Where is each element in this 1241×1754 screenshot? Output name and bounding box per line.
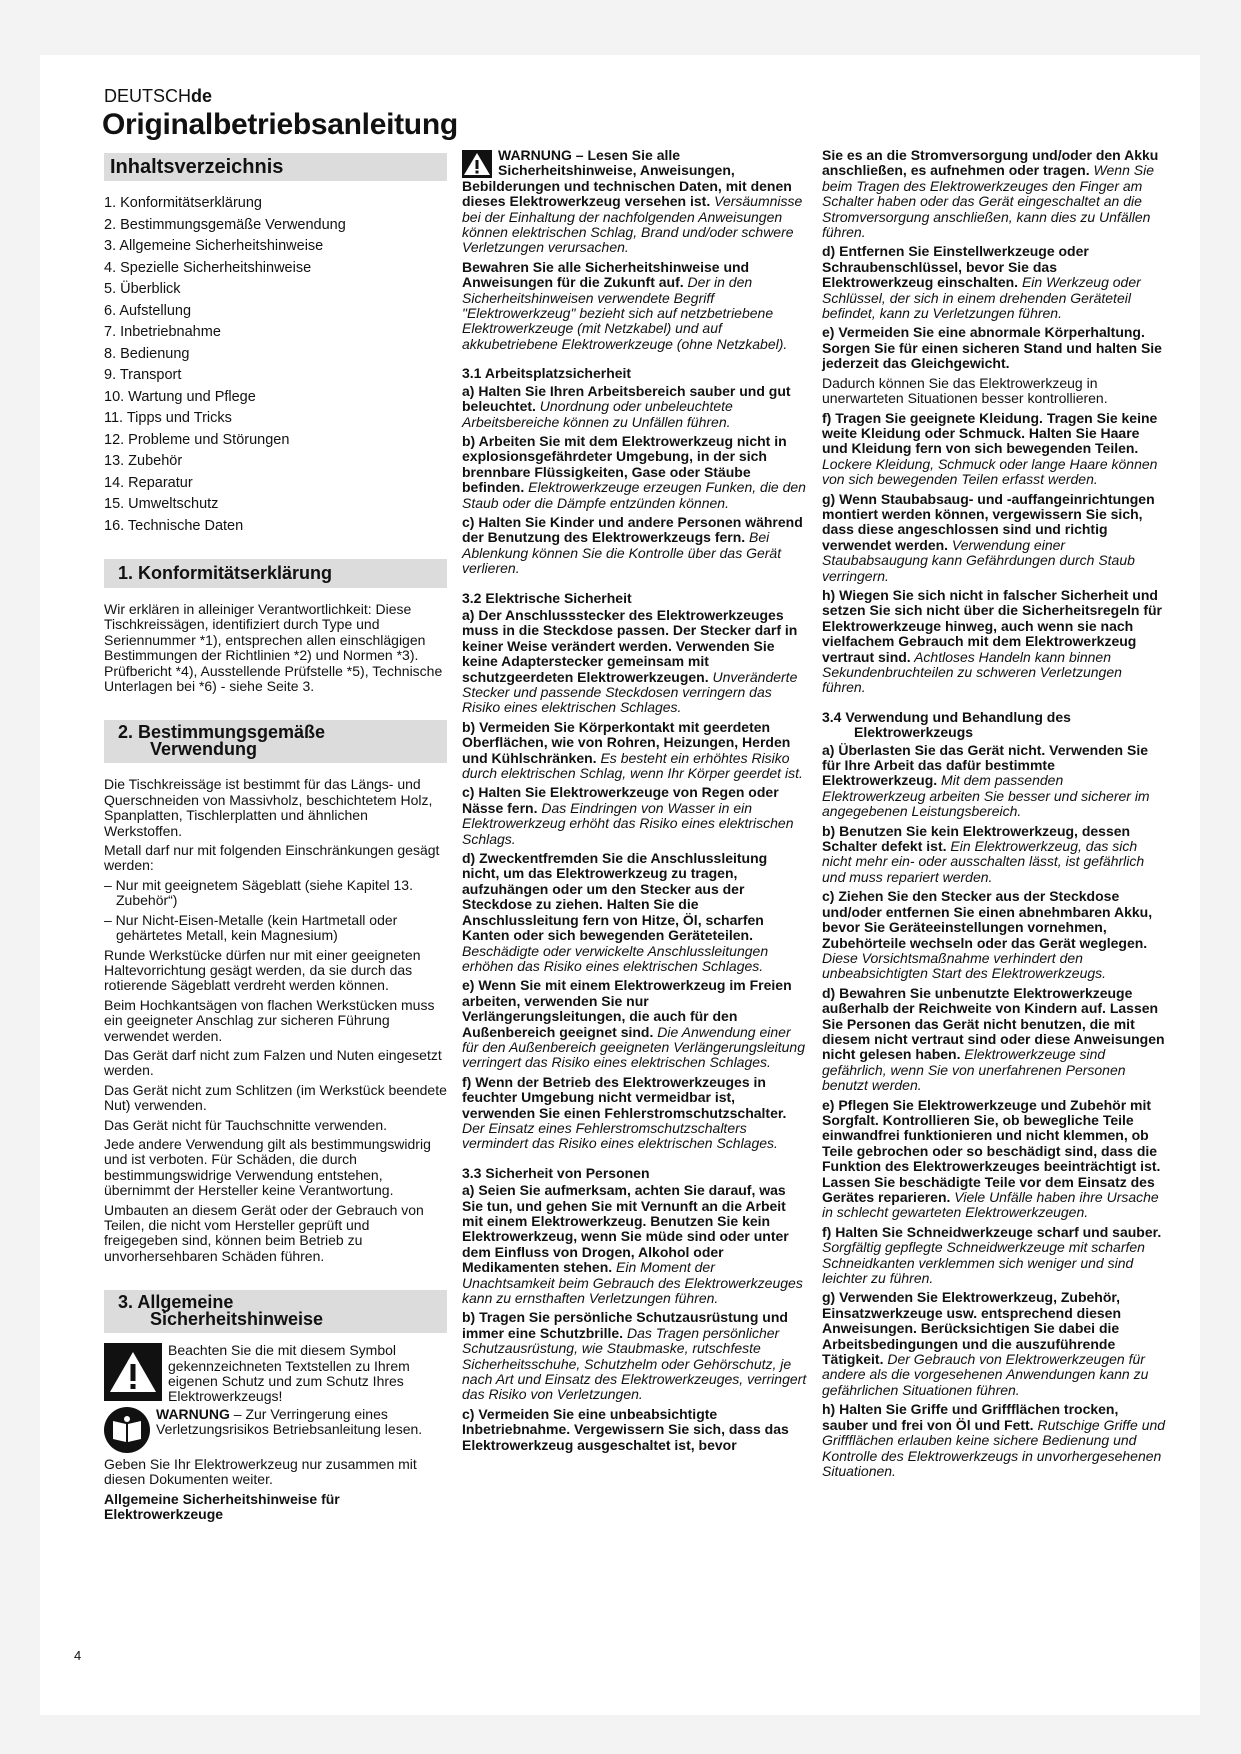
s2-para: Umbauten an diesem Gerät oder der Gebrauch von Teilen, die nicht vom Hersteller geprüft und freigegeben sind, können beim Betrieb zu unvorhersehbaren Schäden führen. — [104, 1201, 424, 1264]
column-2 — [462, 148, 807, 1457]
s2-para: Das Gerät nicht für Tauchschnitte verwenden. — [104, 1116, 388, 1133]
item-bold: f) Tragen Sie geeignete Kleidung. Tragen Sie keine weite Kleidung oder Schmuck. Halten Sie Haare und Kleidung fern von sich bewegenden Teilen. — [822, 409, 1158, 457]
item-bold: c) Halten Sie Kinder und andere Personen während der Benutzung des Elektrowerkzeugs fern. — [462, 513, 803, 546]
s2-para: Metall darf nur mit folgenden Einschränkungen gesägt werden: — [104, 842, 440, 874]
section-3-title-line-2: Sicherheitshinweise — [150, 1309, 324, 1330]
item-italic: Es besteht ein erhöhtes Risiko durch elektrischen Schlag, wenn Ihr Körper geerdet ist. — [462, 749, 803, 782]
item-bold: h) Wiegen Sie sich nicht in falscher Sicherheit und setzen Sie sich nicht über die Sicherheitsregeln für Elektrowerkzeuge hinweg, auch wenn sie nach vielfachem Gebrauch mit dem Elektrowerkzeug vertraut sind. — [822, 586, 1162, 665]
item-3-3-d — [822, 244, 1167, 321]
item-3-4-c — [822, 889, 1167, 981]
item-3-2-f — [462, 1075, 807, 1152]
item-3-2-d — [462, 851, 807, 974]
subheading-3-4-line-2: Elektrowerkzeugs — [854, 724, 974, 741]
toc-item: 4. Spezielle Sicherheitshinweise — [104, 259, 312, 276]
item-bold: f) Wenn der Betrieb des Elektrowerkzeuges in feuchter Umgebung nicht vermeidbar ist, verwenden Sie einen Fehlerstromschutzschalter. — [462, 1073, 787, 1121]
toc-item: 8. Bedienung — [104, 345, 190, 362]
section-2-heading — [104, 720, 447, 763]
warning-small-icon — [462, 150, 492, 178]
item-bold: b) Arbeiten Sie mit dem Elektrowerkzeug nicht in explosionsgefährdeter Umgebung, in der sich brennbare Flüssigkeiten, Gase oder Stäube befinden. — [462, 432, 787, 496]
read-manual-icon — [104, 1407, 150, 1453]
item-italic: Lockere Kleidung, Schmuck oder lange Haare können von sich bewegenden Teilen erfasst werden. — [822, 455, 1158, 488]
item-italic: Mit dem passenden Elektrowerkzeug arbeiten Sie besser und sicherer im angegebenen Leistungsbereich. — [822, 772, 1150, 820]
section-3-title-line-1: 3. Allgemeine — [118, 1292, 234, 1313]
item-3-4-a — [822, 743, 1167, 820]
item-bold: a) Halten Sie Ihren Arbeitsbereich sauber und gut beleuchtet. — [462, 382, 791, 415]
item-3-3-c-cont — [822, 148, 1167, 240]
item-bold: d) Bewahren Sie unbenutzte Elektrowerkzeuge außerhalb der Reichweite von Kindern auf. Lassen Sie Personen das Gerät nicht benutzen, die mit diesem nicht vertraut sind oder diese Anweisungen nicht gelesen haben. — [822, 984, 1165, 1063]
item-italic: Ein Werkzeug oder Schlüssel, der sich in einem drehenden Geräteteil befindet, kann zu Verletzungen führen. — [822, 274, 1141, 322]
item-italic: Das Tragen persönlicher Schutzausrüstung, wie Staubmaske, rutschfeste Sicherheitsschuhe, Schutzhelm oder Gehörschutz, je nach Art und Einsatz des Elektrowerkzeuges, verringert das Risiko von Verletzungen. — [462, 1324, 807, 1403]
s2-para: Die Tischkreissäge ist bestimmt für das Längs- und Querschneiden von Massivholz, beschichtetem Holz, Spanplatten, Tischlerplatten und ähnlichen Werkstoffen. — [104, 776, 433, 839]
item-bold: c) Halten Sie Elektrowerkzeuge von Regen oder Nässe fern. — [462, 784, 779, 816]
toc-item: 15. Umweltschutz — [104, 496, 219, 512]
item-3-1-b — [462, 434, 807, 511]
page-number: 4 — [74, 1648, 82, 1663]
toc-item: 10. Wartung und Pflege — [104, 388, 256, 405]
item-3-2-c — [462, 785, 807, 847]
column-3 — [822, 148, 1167, 1483]
item-bold: g) Verwenden Sie Elektrowerkzeug, Zubehör, Einsatzwerkzeuge usw. entsprechend diesen Anweisungen. Berücksichtigen Sie dabei die Arbeitsbedingungen und die auszuführende Tätigkeit. — [822, 1289, 1122, 1368]
s2-dash-item: – Nur mit geeignetem Sägeblatt (siehe Kapitel 13. Zubehör“) — [104, 876, 413, 909]
item-3-2-a — [462, 608, 807, 716]
item-bold: b) Vermeiden Sie Körperkontakt mit geerdeten Oberflächen, wie von Rohren, Heizungen, Herden und Kühlschränken. — [462, 718, 791, 766]
item-bold: g) Wenn Staubabsaug- und -auffangeinrichtungen montiert werden können, vergewissern Sie sich, dass diese angeschlossen sind und richtig verwendet werden. — [822, 490, 1155, 553]
s2-para: Jede andere Verwendung gilt als bestimmungswidrig und ist verboten. Für Schäden, die durch bestimmungswidrige Verwendung entstehen, übernimmt der Hersteller keine Verantwortung. — [104, 1135, 431, 1199]
item-italic: Wenn Sie beim Tragen des Elektrowerkzeuges den Finger am Schalter haben oder das Gerät eingeschaltet an die Stromversorgung anschließen, kann dies zu Unfällen führen. — [822, 162, 1154, 241]
column-1 — [104, 153, 447, 1526]
item-3-3-c — [462, 1407, 807, 1453]
s3-para: Geben Sie Ihr Elektrowerkzeug nur zusammen mit diesen Dokumenten weiter. — [104, 1455, 417, 1488]
item-italic: Ein Moment der Unachtsamkeit beim Gebrauch des Elektrowerkzeuges kann zu ernsthaften Verletzungen führen. — [462, 1259, 803, 1307]
s2-para: Das Gerät darf nicht zum Falzen und Nuten eingesetzt werden. — [104, 1046, 442, 1079]
item-bold: d) Entfernen Sie Einstellwerkzeuge oder Schraubenschlüssel, bevor Sie das Elektrowerkzeug einschalten. — [822, 243, 1089, 291]
item-3-4-d — [822, 986, 1167, 1094]
warning-triangle-icon — [104, 1343, 162, 1401]
toc-item: 7. Inbetriebnahme — [104, 324, 221, 340]
toc-item: 12. Probleme und Störungen — [104, 431, 290, 448]
language-label — [104, 86, 212, 107]
item-italic: Der Einsatz eines Fehlerstromschutzschalters vermindert das Risiko eines elektrischen Schlages. — [462, 1119, 778, 1152]
general-warning — [462, 148, 807, 256]
item-bold: a) Der Anschlussstecker des Elektrowerkzeuges muss in die Steckdose passen. Der Stecker darf in keiner Weise verändert werden. Verwenden Sie keine Adapterstecker gemeinsam mit schutzgeerdeten Elektrowerkzeugen. — [462, 606, 798, 685]
section-1-text: Wir erklären in alleiniger Verantwortlichkeit: Diese Tischkreissägen, identifiziert durch Type und Seriennummer *1), entsprechen allen einschlägigen Bestimmungen der Richtlinien *2) und Normen *3). Prüfbericht *4), Ausstellende Prüfstelle *5), Technische Unterlagen bei *6) - siehe Seite 3. — [104, 601, 443, 695]
item-bold: c) Ziehen Sie den Stecker aus der Steckdose und/oder entfernen Sie einen abnehmbaren Akku, bevor Sie Geräteeinstellungen vornehmen, Zubehörteile wechseln oder das Gerät weglegen. — [822, 888, 1153, 951]
item-italic: Ein Elektrowerkzeug, das sich nicht mehr ein- oder ausschalten lässt, ist gefährlich und muss repariert werden. — [822, 838, 1145, 885]
s3-subheading: Allgemeine Sicherheitshinweise für Elektrowerkzeuge — [104, 1490, 340, 1523]
item-3-4-g — [822, 1290, 1167, 1398]
read-manual-text — [156, 1407, 447, 1453]
item-bold: b) Benutzen Sie kein Elektrowerkzeug, dessen Schalter defekt ist. — [822, 822, 1131, 855]
item-3-3-g — [822, 492, 1167, 584]
item-3-1-a — [462, 384, 807, 430]
item-3-3-b — [462, 1310, 807, 1402]
item-bold: h) Halten Sie Griffe und Griffflächen trocken, sauber und frei von Öl und Fett. — [822, 1401, 1119, 1433]
item-3-1-c — [462, 515, 807, 577]
item-3-3-e-note: Dadurch können Sie das Elektrowerkzeug in unerwarteten Situationen besser kontrollieren. — [822, 374, 1108, 407]
subheading-3-1: 3.1 Arbeitsplatzsicherheit — [462, 365, 632, 382]
warning-label: WARNUNG — [156, 1405, 230, 1422]
item-italic: Diese Vorsichtsmaßnahme verhindert den unbeabsichtigten Start des Elektrowerkzeugs. — [822, 949, 1107, 982]
item-italic: Das Eindringen von Wasser in ein Elektrowerkzeug erhöht das Risiko eines elektrischen Schlags. — [462, 799, 794, 847]
warning-text: – Zur Verringerung eines Verletzungsrisikos Betriebsanleitung lesen. — [156, 1405, 423, 1438]
subheading-3-2: 3.2 Elektrische Sicherheit — [462, 589, 632, 606]
item-italic: Der in den Sicherheitshinweisen verwendete Begriff "Elektrowerkzeug" bezieht sich auf netzbetriebene Elektrowerkzeuge (mit Netzkabel) und auf akkubetriebene Elektrowerkzeuge (ohne Netzkabel). — [462, 274, 788, 352]
item-italic: Bei Ablenkung können Sie die Kontrolle über das Gerät verlieren. — [462, 529, 782, 577]
subheading-3-3: 3.3 Sicherheit von Personen — [462, 1164, 650, 1181]
item-3-3-e — [822, 325, 1167, 371]
toc-item: 6. Aufstellung — [104, 302, 192, 319]
item-3-4-f — [822, 1225, 1167, 1287]
item-3-3-f — [822, 411, 1167, 488]
item-italic: Sorgfältig gepflegte Schneidwerkzeuge mit scharfen Schneidkanten verklemmen sich weniger und sind leichter zu führen. — [822, 1239, 1145, 1287]
item-italic: Elektrowerkzeuge erzeugen Funken, die den Staub oder die Dämpfe entzünden können. — [462, 479, 806, 511]
item-bold: e) Vermeiden Sie eine abnormale Körperhaltung. Sorgen Sie für einen sicheren Stand und halten Sie jederzeit das Gleichgewicht. — [822, 324, 1162, 372]
item-bold: Sie es an die Stromversorgung und/oder den Akku anschließen, es aufnehmen oder tragen. — [822, 147, 1159, 179]
item-italic: Die Anwendung einer für den Außenbereich geeigneten Verlängerungsleitung verringert das Risiko eines elektrischen Schlages. — [462, 1023, 805, 1071]
item-italic: Verwendung einer Staubabsaugung kann Gefährdungen durch Staub verringern. — [822, 536, 1135, 584]
toc-item: 1. Konformitätserklärung — [104, 195, 262, 211]
item-bold: a) Seien Sie aufmerksam, achten Sie darauf, was Sie tun, und gehen Sie mit Vernunft an die Arbeit mit einem Elektrowerkzeug. Benutzen Sie kein Elektrowerkzeug, wenn Sie müde sind oder unter dem Einfluss von Drogen, Alkohol oder Medikamenten stehen. — [462, 1182, 789, 1276]
item-bold: e) Wenn Sie mit einem Elektrowerkzeug im Freien arbeiten, verwenden Sie nur Verlängerungsleitungen, die auch für den Außenbereich geeignet sind. — [462, 977, 792, 1040]
item-3-3-a — [462, 1183, 807, 1306]
warning-italic: Versäumnisse bei der Einhaltung der nachfolgenden Anweisungen können elektrischen Schlag, Brand und/oder schwere Verletzungen verursachen. — [462, 193, 803, 256]
item-italic: Elektrowerkzeuge sind gefährlich, wenn Sie von unerfahrenen Personen benutzt werden. — [822, 1046, 1126, 1094]
item-italic: Viele Unfälle haben ihre Ursache in schlecht gewarteten Elektrowerkzeugen. — [822, 1189, 1159, 1221]
section-3-heading — [104, 1290, 447, 1333]
item-bold: e) Pflegen Sie Elektrowerkzeuge und Zubehör mit Sorgfalt. Kontrollieren Sie, ob bewegliche Teile einwandfrei funktionieren und nicht klemmen, ob Teile gebrochen oder so beschädigt sind, dass die Funktion des Elektrowerkzeuges beeinträchtigt ist. Lassen Sie beschädigte Teile vor dem Einsatz des Gerätes reparieren. — [822, 1096, 1161, 1205]
item-italic: Beschädigte oder verwickelte Anschlussleitungen erhöhen das Risiko eines elektrischen Schlages. — [462, 942, 769, 974]
toc-list — [104, 193, 447, 537]
language-code: de — [191, 86, 213, 106]
s2-para: Beim Hochkantsägen von flachen Werkstücken muss ein geeigneter Anschlag zur sicheren Führung verwendet werden. — [104, 996, 435, 1044]
toc-item: 5. Überblick — [104, 281, 181, 297]
item-bold: a) Überlasten Sie das Gerät nicht. Verwenden Sie für Ihre Arbeit das dafür bestimmte Elektrowerkzeug. — [822, 741, 1149, 789]
read-manual-row — [104, 1407, 447, 1453]
toc-item: 13. Zubehör — [104, 453, 183, 469]
warning-bold: WARNUNG – Lesen Sie alle Sicherheitshinweise, Anweisungen, Bebilderungen und technischen Daten, mit denen dieses Elektrowerkzeug versehen ist. — [462, 147, 792, 210]
item-3-4-b — [822, 824, 1167, 886]
subheading-3-4-line-1: 3.4 Verwendung und Behandlung des — [822, 708, 1071, 725]
item-3-4-h — [822, 1402, 1167, 1479]
item-bold: f) Halten Sie Schneidwerkzeuge scharf und sauber. — [822, 1223, 1162, 1240]
item-bold: Bewahren Sie alle Sicherheitshinweise und Anweisungen für die Zukunft auf. — [462, 258, 750, 291]
item-3-4-e — [822, 1098, 1167, 1221]
item-3-3-h — [822, 588, 1167, 696]
subheading-3-4 — [822, 710, 1167, 741]
toc-item: 11. Tipps und Tricks — [104, 410, 232, 426]
toc-item: 9. Transport — [104, 367, 182, 383]
toc-item: 3. Allgemeine Sicherheitshinweise — [104, 238, 324, 254]
item-italic: Unordnung oder unbeleuchtete Arbeitsbereiche können zu Unfällen führen. — [462, 398, 733, 430]
section-2-title-line-1: 2. Bestimmungsgemäße — [118, 722, 326, 743]
s2-para: Runde Werkstücke dürfen nur mit einer geeigneten Haltevorrichtung gesägt werden, da sie durch das rotierende Sägeblatt verdreht werden können. — [104, 946, 421, 994]
page-title: Originalbetriebsanleitung — [102, 108, 458, 141]
language-name: DEUTSCH — [104, 86, 192, 106]
item-italic: Rutschige Griffe und Griffflächen erlauben keine sichere Bedienung und Kontrolle des Elektrowerkzeugs in unvorhergesehenen Situationen. — [822, 1416, 1166, 1479]
warning-symbol-row — [104, 1343, 447, 1405]
s2-dash-item: – Nur Nicht-Eisen-Metalle (kein Hartmetall oder gehärtetes Metall, kein Magnesium) — [104, 911, 398, 944]
toc-item: 2. Bestimmungsgemäße Verwendung — [104, 216, 346, 233]
item-3-2-b — [462, 720, 807, 782]
item-bold: b) Tragen Sie persönliche Schutzausrüstung und immer eine Schutzbrille. — [462, 1309, 788, 1341]
item-italic: Unveränderte Stecker und passende Steckdosen verringern das Risiko eines elektrischen Schlages. — [462, 668, 798, 716]
toc-item: 14. Reparatur — [104, 474, 193, 491]
toc-heading: Inhaltsverzeichnis — [104, 153, 447, 181]
symbol-explanation: Beachten Sie die mit diesem Symbol gekennzeichneten Textstellen zu Ihrem eigenen Schutz und zum Schutz Ihres Elektrowerkzeugs! — [168, 1342, 410, 1405]
keep-instructions — [462, 260, 807, 352]
toc-item: 16. Technische Daten — [104, 517, 244, 534]
s2-para: Das Gerät nicht zum Schlitzen (im Werkstück beendete Nut) verwenden. — [104, 1081, 447, 1114]
item-italic: Der Gebrauch von Elektrowerkzeugen für andere als die vorgesehenen Anwendungen kann zu gefährlichen Situationen führen. — [822, 1351, 1149, 1398]
section-2-title-line-2: Verwendung — [150, 739, 258, 760]
item-bold: d) Zweckentfremden Sie die Anschlussleitung nicht, um das Elektrowerkzeug zu tragen, aufzuhängen oder um den Stecker aus der Steckdose zu ziehen. Halten Sie die Anschlussleitung fern von Hitze, Öl, scharfen Kanten oder sich bewegenden Geräteteilen. — [462, 850, 768, 944]
item-bold: c) Vermeiden Sie eine unbeabsichtigte Inbetriebnahme. Vergewissern Sie sich, dass das Elektrowerkzeug ausgeschaltet ist, bevor — [462, 1405, 789, 1453]
section-1-heading: 1. Konformitätserklärung — [104, 559, 447, 588]
item-italic: Achtloses Handeln kann binnen Sekundenbruchteilen zu schweren Verletzungen führen. — [822, 648, 1122, 696]
item-3-2-e — [462, 978, 807, 1070]
